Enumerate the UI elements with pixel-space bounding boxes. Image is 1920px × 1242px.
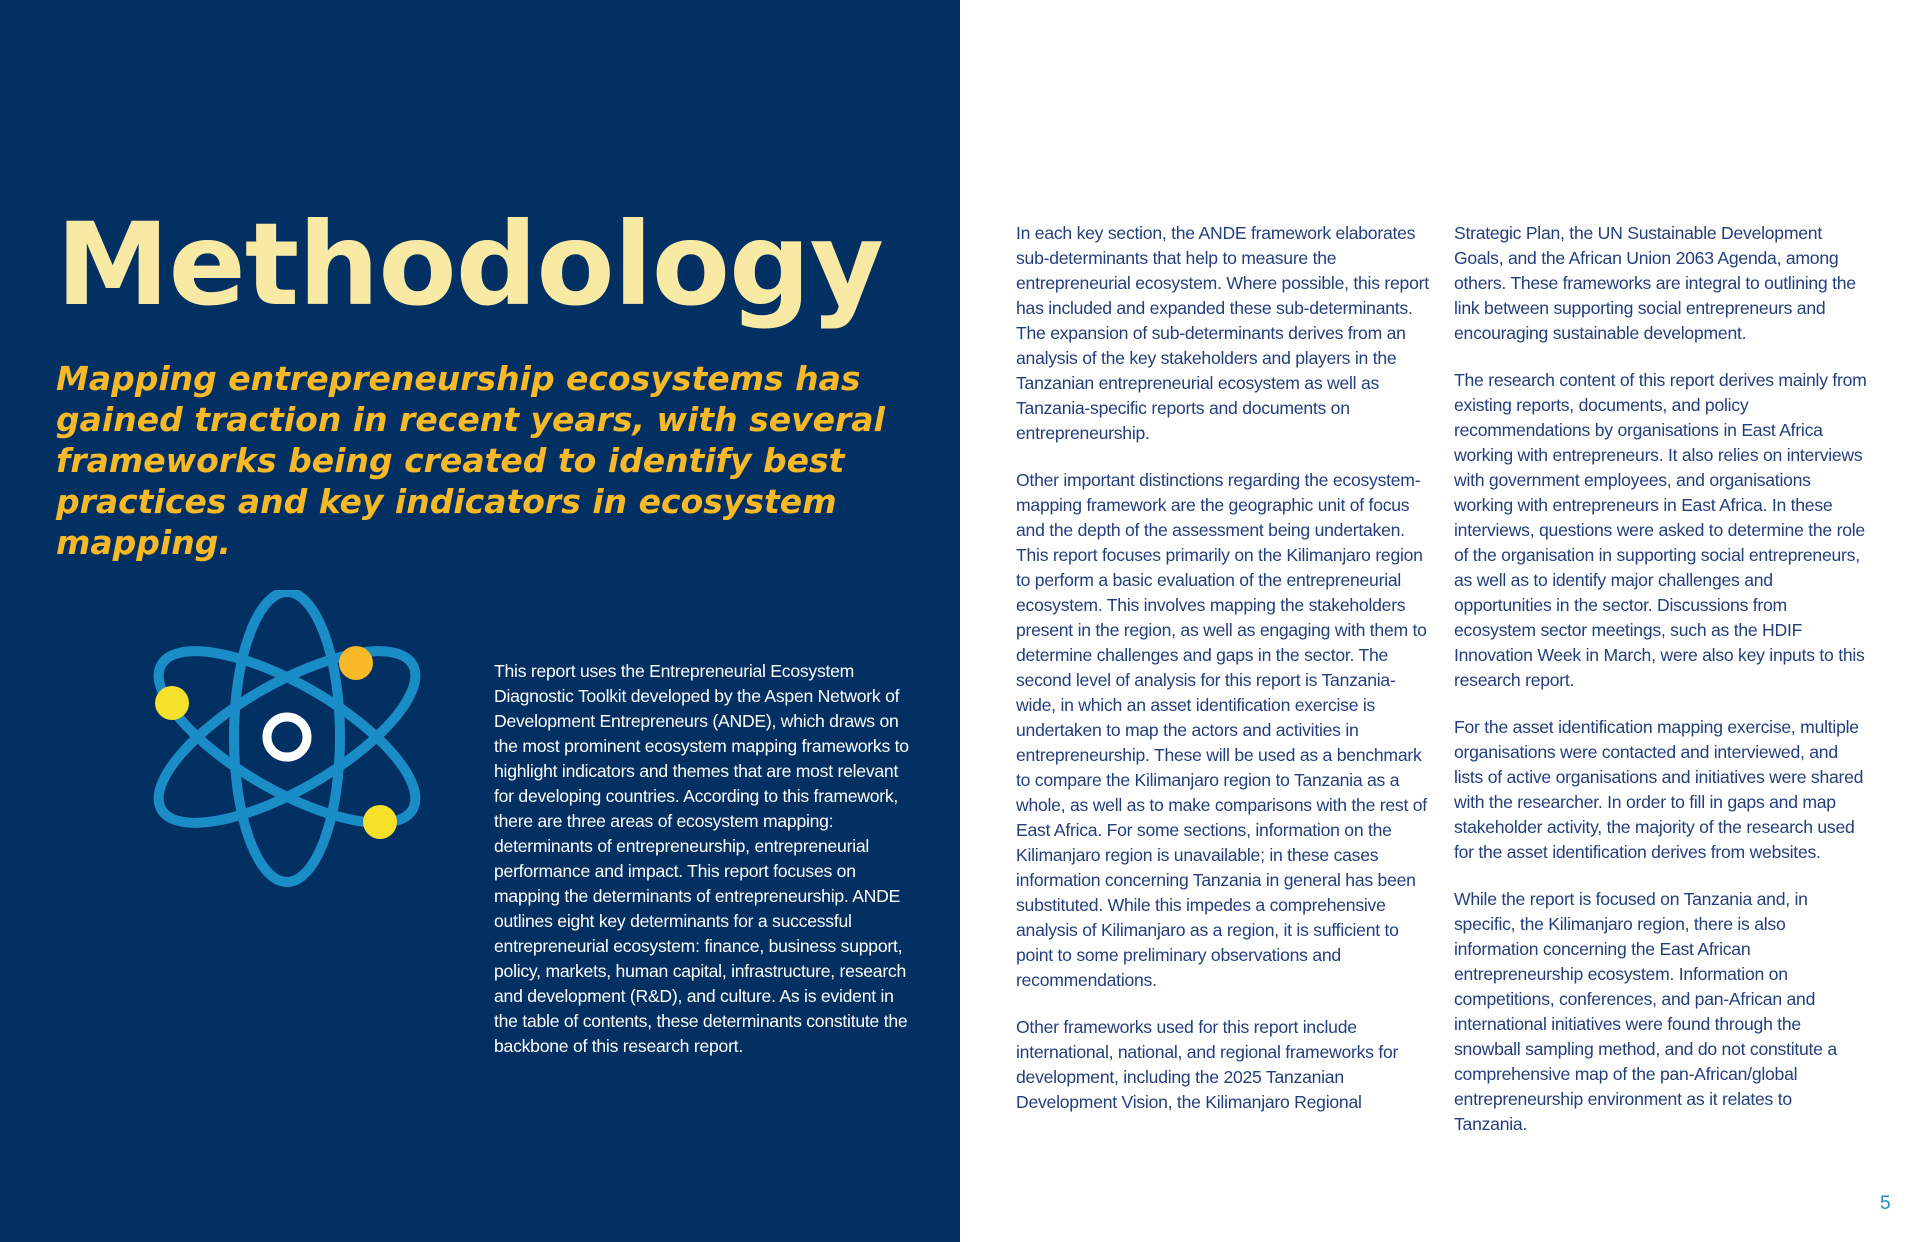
- atom-nucleus: [267, 717, 307, 757]
- column1-paragraph: In each key section, the ANDE framework elaborates sub-determinants that help to measure the entrepreneurial ecosystem. Where possible, this report has included and expanded these sub-determinants. The expansion of sub-determinants derives from an analysis of the key stakeholders and players in the Tanzanian entrepreneurial ecosystem as well as Tanzania-specific reports and documents on entrepreneurship.: [1016, 223, 1429, 443]
- page-subtitle: Mapping entrepreneurship ecosystems has gained traction in recent years, with several frameworks being created to identify best practices and key indicators in ecosystem mapping.: [56, 359, 885, 562]
- column1-paragraph: Other important distinctions regarding the ecosystem-mapping framework are the geographic unit of focus and the depth of the assessment being undertaken. This report focuses primarily on the Kilimanjaro region to perform a basic evaluation of the entrepreneurial ecosystem. This involves mapping the stakeholders present in the region, as well as engaging with them to determine challenges and gaps in the sector. The second level of analysis for this report is Tanzania-wide, in which an asset identification exercise is undertaken to map the actors and activities in entrepreneurship. These will be used as a benchmark to compare the Kilimanjaro region to Tanzania as a whole, as well as to make comparisons with the rest of East Africa. For some sections, information on the Kilimanjaro region is unavailable; in these cases information concerning Tanzania in general has been substituted. While this impedes a comprehensive analysis of Kilimanjaro as a region, it is sufficient to point to some preliminary observations and recommendations.: [1016, 470, 1427, 990]
- intro-paragraph: This report uses the Entrepreneurial Ecosystem Diagnostic Toolkit developed by the Aspen Network of Development Entrepreneurs (ANDE), which draws on the most prominent ecosystem mapping frameworks to highlight indicators and themes that are most relevant for developing countries. According to this framework, there are three areas of ecosystem mapping: determinants of entrepreneurship, entrepreneurial performance and impact. This report focuses on mapping the determinants of entrepreneurship. ANDE outlines eight key determinants for a successful entrepreneurial ecosystem: finance, business support, policy, markets, human capital, infrastructure, research and development (R&D), and culture. As is evident in the table of contents, these determinants constitute the backbone of this research report.: [494, 661, 909, 1056]
- column2-paragraph: The research content of this report derives mainly from existing reports, documents, and policy recommendations by organisations in East Africa working with entrepreneurs. It also relies on interviews with government employees, and organisations working with entrepreneurs in East Africa. In these interviews, questions were asked to determine the role of the organisation in supporting social entrepreneurs, as well as to identify major challenges and opportunities in the sector. Discussions from ecosystem sector meetings, such as the HDIF Innovation Week in March, were also key inputs to this research report.: [1454, 370, 1867, 690]
- text-column-1: [1016, 221, 1431, 1137]
- text-column-2: [1454, 221, 1869, 1159]
- column2-paragraph: While the report is focused on Tanzania and, in specific, the Kilimanjaro region, there is also information concerning the East African entrepreneurship ecosystem. Information on competitions, conferences, and pan-African and international initiatives were found through the snowball sampling method, and do not constitute a comprehensive map of the pan-African/global entrepreneurship environment as it relates to Tanzania.: [1454, 889, 1837, 1134]
- page-title: Methodology: [56, 198, 883, 331]
- column1-paragraph: Other frameworks used for this report include international, national, and regional frameworks for development, including the 2025 Tanzanian Development Vision, the Kilimanjaro Regional: [1016, 1017, 1399, 1112]
- atom-icon: [150, 590, 425, 890]
- page-number: 5: [1880, 1193, 1891, 1214]
- atom-electron-yellow-bottom: [363, 805, 397, 839]
- atom-orbit-vertical: [234, 592, 340, 882]
- atom-electron-yellow-left: [155, 686, 189, 720]
- column2-paragraph: Strategic Plan, the UN Sustainable Development Goals, and the African Union 2063 Agenda, among others. These frameworks are integral to outlining the link between supporting social entrepreneurs and encouraging sustainable development.: [1454, 223, 1856, 343]
- column2-paragraph: For the asset identification mapping exercise, multiple organisations were contacted and interviewed, and lists of active organisations and initiatives were shared with the researcher. In order to fill in gaps and map stakeholder activity, the majority of the research used for the asset identification derives from websites.: [1454, 717, 1864, 862]
- atom-electron-orange: [339, 646, 373, 680]
